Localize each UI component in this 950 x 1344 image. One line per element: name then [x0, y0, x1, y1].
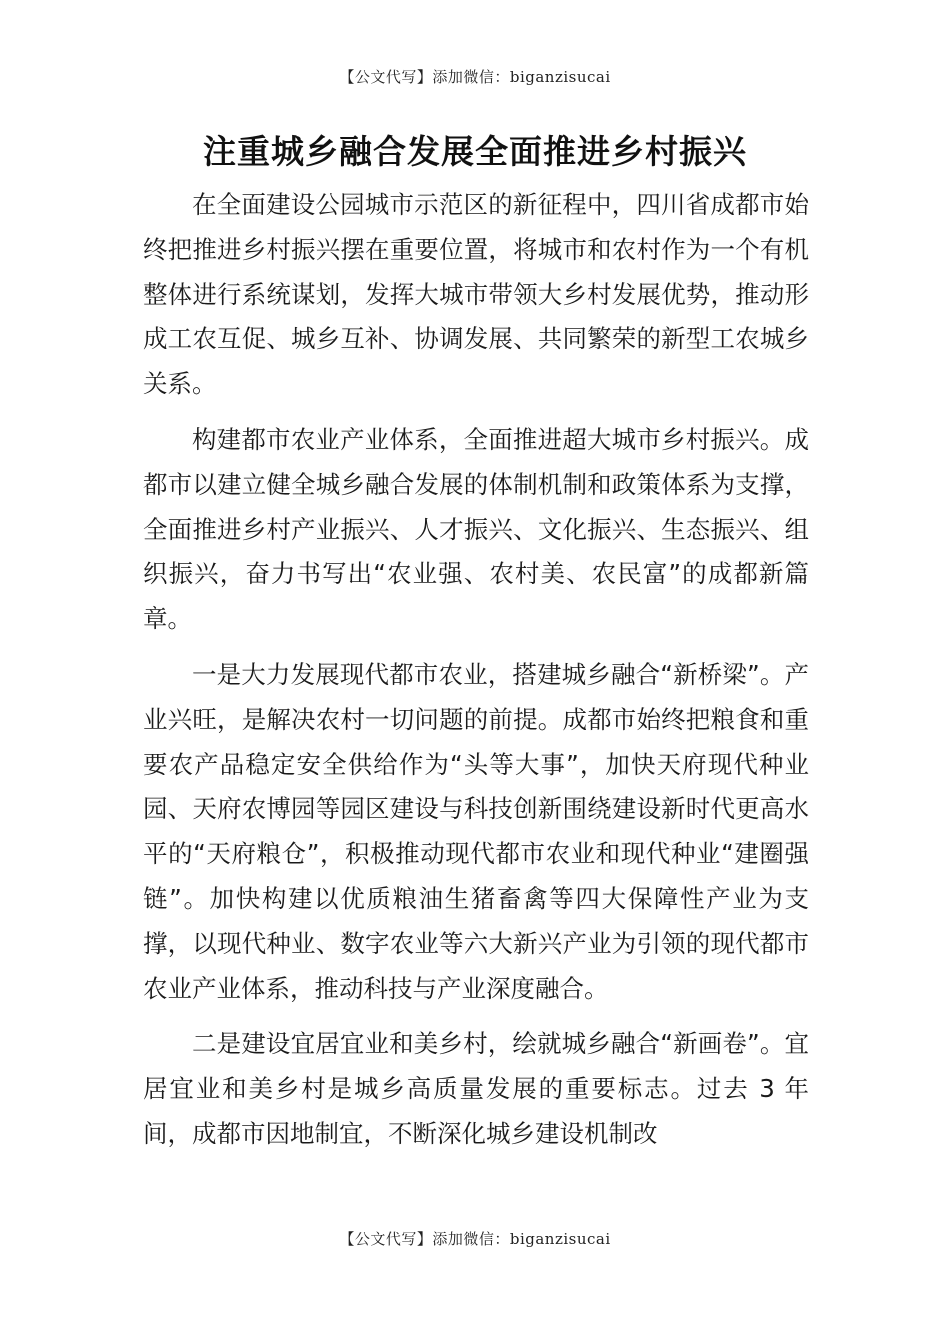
paragraph-4: 二是建设宜居宜业和美乡村，绘就城乡融合“新画卷”。宜居宜业和美乡村是城乡高质量发展的重要标志。过去 3 年间，成都市因地制宜，不断深化城乡建设机制改 — [143, 1029, 809, 1148]
paragraph-2: 构建都市农业产业体系，全面推进超大城市乡村振兴。成都市以建立健全城乡融合发展的体制机制和政策体系为支撑，全面推进乡村产业振兴、人才振兴、文化振兴、生态振兴、组织振兴，奋力书写出“农业强、农村美、农民富”的成都新篇章。 — [143, 424, 809, 634]
document-title: 注重城乡融合发展全面推进乡村振兴 — [203, 132, 747, 171]
document-body — [143, 183, 809, 1168]
paragraph-3: 一是大力发展现代都市农业，搭建城乡融合“新桥梁”。产业兴旺，是解决农村一切问题的前提。成都市始终把粮食和重要农产品稳定安全供给作为“头等大事”，加快天府现代种业园、天府农博园等园区建设与科技创新围绕建设新时代更高水平的“天府粮仓”，积极推动现代都市农业和现代种业“建圈强链”。加快构建以优质粮油生猪畜禽等四大保障性产业为支撑，以现代种业、数字农业等六大新兴产业为引领的现代都市农业产业体系，推动科技与产业深度融合。 — [143, 659, 809, 1003]
header-watermark-note: 【公文代写】添加微信：biganzisucai — [339, 68, 611, 86]
footer-watermark-note: 【公文代写】添加微信：biganzisucai — [339, 1230, 611, 1248]
paragraph-1: 在全面建设公园城市示范区的新征程中，四川省成都市始终把推进乡村振兴摆在重要位置，将城市和农村作为一个有机整体进行系统谋划，发挥大城市带领大乡村发展优势，推动形成工农互促、城乡互补、协调发展、共同繁荣的新型工农城乡关系。 — [143, 190, 809, 399]
